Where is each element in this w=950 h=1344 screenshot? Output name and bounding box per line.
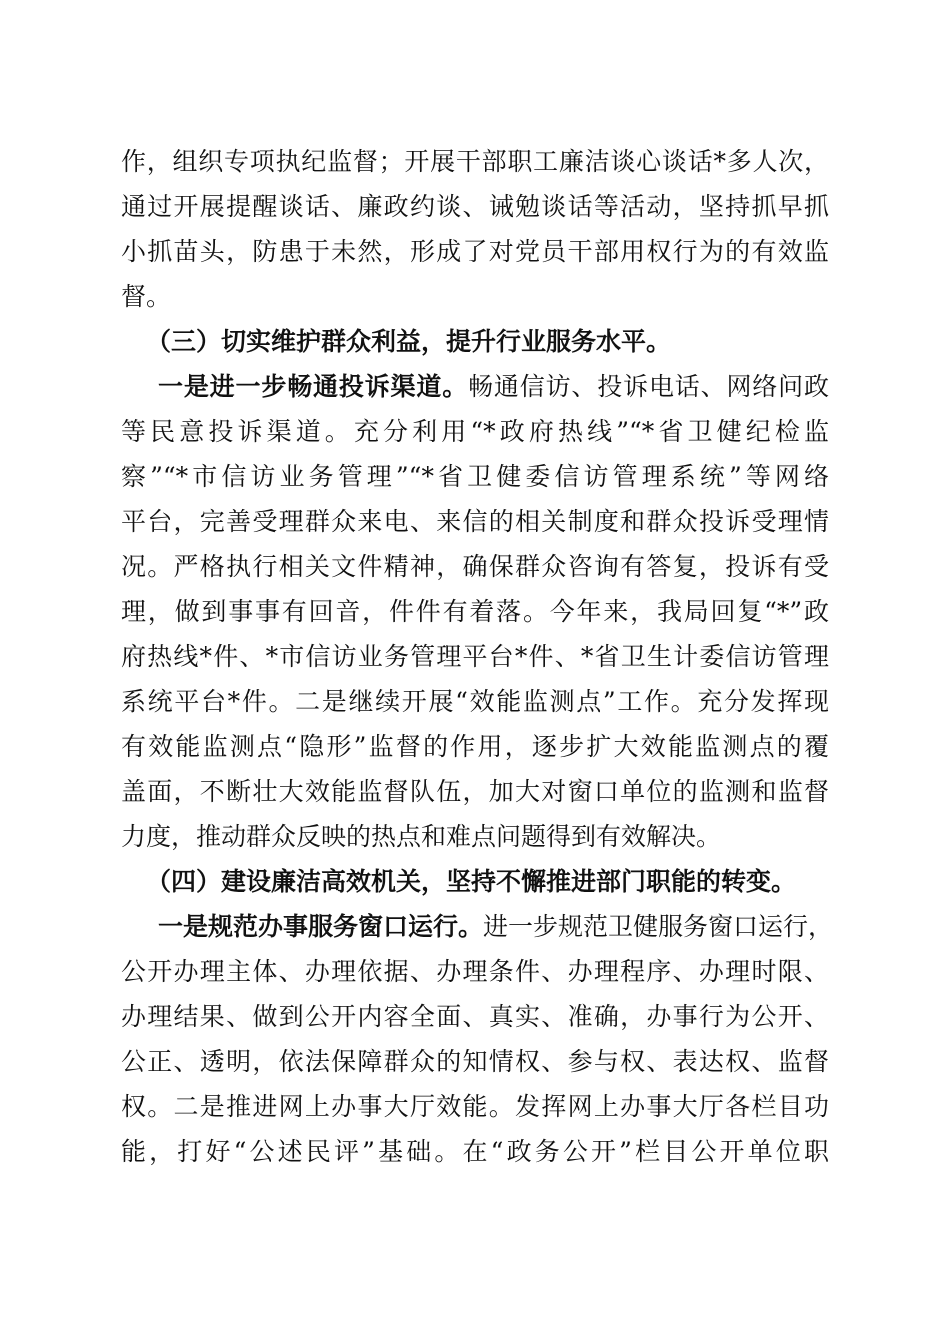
text-line-14: 有效能监测点“隐形”监督的作用，逐步扩大效能监测点的覆	[121, 732, 829, 761]
text-line-9: 平台，完善受理群众来电、来信的相关制度和群众投诉受理情	[121, 507, 829, 536]
text-line-13: 系统平台*件。二是继续开展“效能监测点”工作。充分发挥现	[121, 687, 829, 716]
text-line-15: 盖面，不断壮大效能监督队伍，加大对窗口单位的监测和监督	[121, 777, 829, 806]
text-line-18	[158, 907, 834, 947]
text-line-19: 公开办理主体、办理依据、办理条件、办理程序、办理时限、	[121, 957, 829, 986]
text-line-4: 督。	[121, 282, 172, 311]
lead-phrase-1: 一是进一步畅通投诉渠道。	[158, 372, 469, 401]
text-line-10: 况。严格执行相关文件精神，确保群众咨询有答复，投诉有受	[121, 552, 829, 581]
text-line-6	[158, 367, 829, 407]
text-line-22: 权。二是推进网上办事大厅效能。发挥网上办事大厅各栏目功	[121, 1092, 829, 1121]
text-line-23: 能，打好“公述民评”基础。在“政务公开”栏目公开单位职	[121, 1137, 829, 1166]
text-line-16: 力度，推动群众反映的热点和难点问题得到有效解决。	[121, 822, 722, 851]
section-heading-3: （三）切实维护群众利益，提升行业服务水平。	[146, 327, 672, 356]
text-line-12: 府热线*件、*市信访业务管理平台*件、*省卫生计委信访管理	[121, 642, 829, 671]
text-line-6-rest: 畅通信访、投诉电话、网络问政	[468, 372, 829, 401]
text-line-3: 小抓苗头，防患于未然，形成了对党员干部用权行为的有效监	[121, 237, 829, 266]
text-line-1: 作，组织专项执纪监督；开展干部职工廉洁谈心谈话*多人次，	[121, 147, 829, 176]
text-line-21: 公正、透明，依法保障群众的知情权、参与权、表达权、监督	[121, 1047, 829, 1076]
section-heading-4: （四）建设廉洁高效机关，坚持不懈推进部门职能的转变。	[146, 867, 797, 896]
text-line-7: 等民意投诉渠道。充分利用“*政府热线”“*省卫健纪检监	[121, 417, 829, 446]
lead-phrase-2: 一是规范办事服务窗口运行。	[158, 912, 484, 941]
text-line-8: 察”“*市信访业务管理”“*省卫健委信访管理系统”等网络	[121, 462, 829, 491]
text-line-11: 理，做到事事有回音，件件有着落。今年来，我局回复“*”政	[121, 597, 829, 626]
text-line-2: 通过开展提醒谈话、廉政约谈、诫勉谈话等活动，坚持抓早抓	[121, 192, 829, 221]
text-line-18-rest: 进一步规范卫健服务窗口运行，	[483, 912, 834, 941]
text-line-20: 办理结果、做到公开内容全面、真实、准确，办事行为公开、	[121, 1002, 829, 1031]
